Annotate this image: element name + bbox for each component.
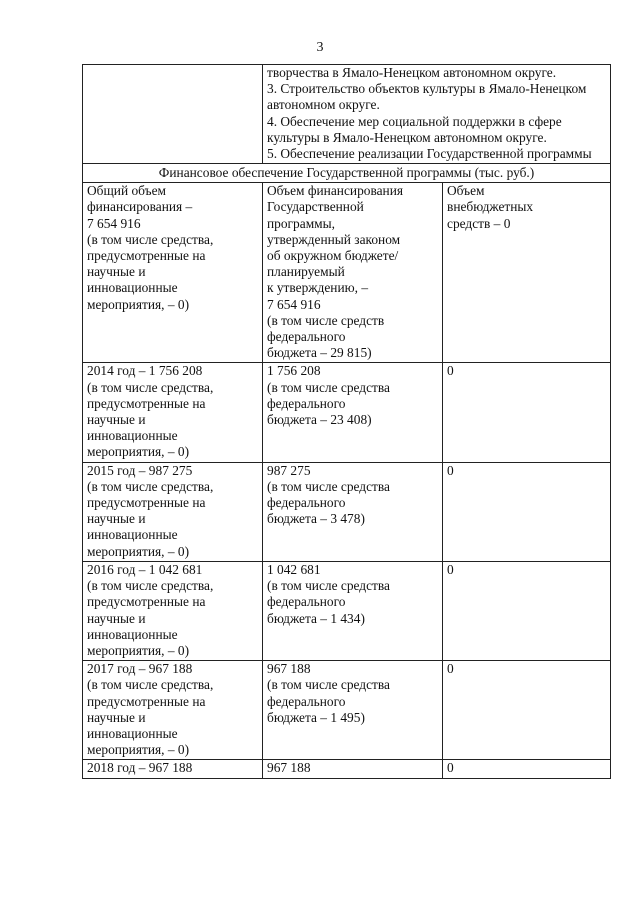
program-table xyxy=(82,64,611,779)
total-financing-line: финансирования – xyxy=(87,199,193,215)
total-financing-line: Общий объем xyxy=(87,183,166,199)
year-total-cell xyxy=(83,561,263,660)
year-budget-cell-line: федерального xyxy=(267,693,346,709)
year-total-cell-line: научные и xyxy=(87,610,146,626)
year-budget-cell-line: 1 756 208 xyxy=(267,363,321,379)
year-budget-cell-line: (в том числе средства xyxy=(267,578,390,594)
year-extra-cell: 0 xyxy=(443,760,611,778)
budget-financing-line: 7 654 916 xyxy=(267,296,321,312)
year-budget-cell xyxy=(263,661,443,760)
year-budget-cell-line: федерального xyxy=(267,495,346,511)
year-budget-cell-line: (в том числе средства xyxy=(267,677,390,693)
year-total-cell-line: 2016 год – 1 042 681 xyxy=(87,561,203,577)
year-budget-cell-line: 987 275 xyxy=(267,462,311,478)
year-total-cell-line: 2014 год – 1 756 208 xyxy=(87,363,203,379)
year-total-cell-line: мероприятия, – 0) xyxy=(87,742,190,758)
year-row xyxy=(83,661,611,760)
total-financing-line: мероприятия, – 0) xyxy=(87,296,190,312)
year-extra-cell: 0 xyxy=(443,661,611,760)
year-total-cell xyxy=(83,462,263,561)
total-financing-cell xyxy=(83,183,263,363)
year-total-cell-line: (в том числе средства, xyxy=(87,578,214,594)
total-financing-line: научные и xyxy=(87,264,146,280)
financing-title: Финансовое обеспечение Государственной программы (тыс. руб.) xyxy=(83,164,611,183)
year-row xyxy=(83,462,611,561)
total-financing-line: инновационные xyxy=(87,280,178,296)
budget-financing-cell xyxy=(263,183,443,363)
year-budget-cell xyxy=(263,760,443,778)
year-total-cell-line: инновационные xyxy=(87,626,178,642)
year-budget-cell-line: федерального xyxy=(267,594,346,610)
year-budget-cell-line: 1 042 681 xyxy=(267,561,321,577)
budget-financing-line: об окружном бюджете/ xyxy=(267,248,399,264)
year-budget-cell-line: (в том числе средства xyxy=(267,478,390,494)
budget-financing-line: утвержденный законом xyxy=(267,231,401,247)
budget-financing-line: программы, xyxy=(267,215,335,231)
total-financing-line: предусмотренные на xyxy=(87,248,206,264)
budget-financing-line: планируемый xyxy=(267,264,345,280)
continuation-line: 5. Обеспечение реализации Государственной программы xyxy=(267,146,592,162)
year-budget-cell xyxy=(263,561,443,660)
year-budget-cell-line: федерального xyxy=(267,395,346,411)
budget-financing-line: федерального xyxy=(267,329,346,345)
extra-budget-line: средств – 0 xyxy=(447,215,511,231)
year-total-cell-line: 2017 год – 967 188 xyxy=(87,661,193,677)
budget-financing-line: бюджета – 29 815) xyxy=(267,345,372,361)
year-budget-cell-line: 967 188 xyxy=(267,760,311,776)
continuation-empty-cell xyxy=(83,65,263,164)
year-total-cell-line: инновационные xyxy=(87,428,178,444)
year-total-cell-line: инновационные xyxy=(87,527,178,543)
year-total-cell-line: предусмотренные на xyxy=(87,594,206,610)
financing-header-row xyxy=(83,183,611,363)
year-row xyxy=(83,561,611,660)
year-total-cell-line: (в том числе средства, xyxy=(87,379,214,395)
year-total-cell-line: 2018 год – 967 188 xyxy=(87,760,193,776)
year-extra-cell: 0 xyxy=(443,462,611,561)
year-total-cell-line: предусмотренные на xyxy=(87,395,206,411)
year-total-cell-line: (в том числе средства, xyxy=(87,478,214,494)
total-financing-line: (в том числе средства, xyxy=(87,231,214,247)
year-total-cell-line: предусмотренные на xyxy=(87,693,206,709)
page-number: 3 xyxy=(316,40,324,55)
year-budget-cell xyxy=(263,363,443,462)
year-total-cell-line: мероприятия, – 0) xyxy=(87,642,190,658)
year-total-cell-line: мероприятия, – 0) xyxy=(87,543,190,559)
continuation-cell xyxy=(263,65,611,164)
year-budget-cell xyxy=(263,462,443,561)
year-budget-cell-line: бюджета – 1 495) xyxy=(267,709,365,725)
year-budget-cell-line: бюджета – 1 434) xyxy=(267,610,365,626)
year-total-cell-line: (в том числе средства, xyxy=(87,677,214,693)
year-budget-cell-line: (в том числе средства xyxy=(267,379,390,395)
year-total-cell-line: научные и xyxy=(87,412,146,428)
budget-financing-line: Государственной xyxy=(267,199,364,215)
financing-title-row xyxy=(83,164,611,183)
year-budget-cell-line: бюджета – 23 408) xyxy=(267,412,372,428)
extra-budget-line: Объем xyxy=(447,183,485,199)
year-total-cell xyxy=(83,661,263,760)
total-financing-line: 7 654 916 xyxy=(87,215,141,231)
year-rows xyxy=(83,363,611,778)
continuation-line: 3. Строительство объектов культуры в Ямало-Ненецком автономном округе. xyxy=(267,81,587,113)
year-total-cell-line: мероприятия, – 0) xyxy=(87,444,190,460)
continuation-line: творчества в Ямало-Ненецком автономном округе. xyxy=(267,65,557,80)
budget-financing-line: (в том числе средств xyxy=(267,312,385,328)
year-extra-cell: 0 xyxy=(443,363,611,462)
year-row xyxy=(83,760,611,778)
extra-budget-cell xyxy=(443,183,611,363)
continuation-line: 4. Обеспечение мер социальной поддержки в сфере культуры в Ямало-Ненецком автономном округе. xyxy=(267,113,562,145)
year-total-cell-line: инновационные xyxy=(87,725,178,741)
year-total-cell xyxy=(83,760,263,778)
year-budget-cell-line: 967 188 xyxy=(267,661,311,677)
year-budget-cell-line: бюджета – 3 478) xyxy=(267,511,365,527)
year-row xyxy=(83,363,611,462)
year-total-cell-line: 2015 год – 987 275 xyxy=(87,462,193,478)
year-total-cell-line: научные и xyxy=(87,511,146,527)
year-total-cell-line: предусмотренные на xyxy=(87,495,206,511)
continuation-row xyxy=(83,65,611,164)
extra-budget-line: внебюджетных xyxy=(447,199,534,215)
budget-financing-line: к утверждению, – xyxy=(267,280,369,296)
year-total-cell-line: научные и xyxy=(87,709,146,725)
year-extra-cell: 0 xyxy=(443,561,611,660)
year-total-cell xyxy=(83,363,263,462)
budget-financing-line: Объем финансирования xyxy=(267,183,404,199)
